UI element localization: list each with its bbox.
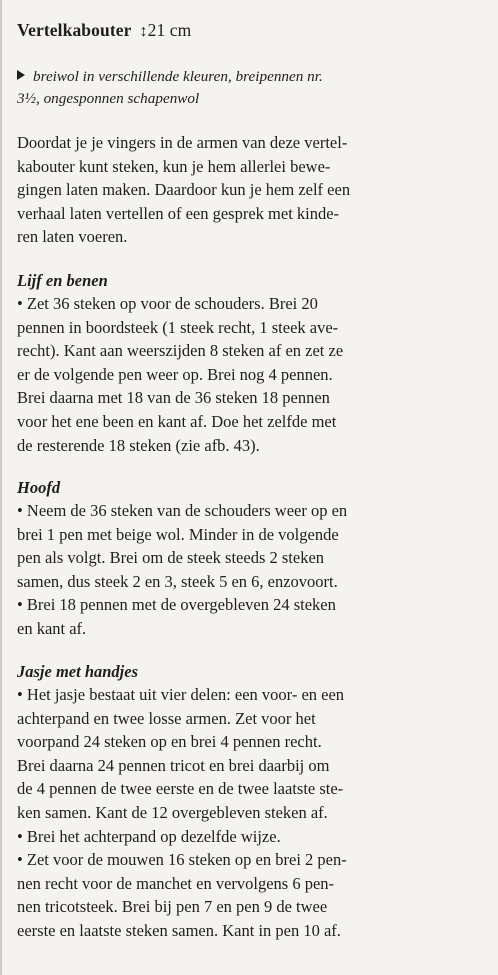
body-line: pennen in boordsteek (1 steek recht, 1 steek ave- bbox=[17, 317, 339, 337]
materials-line: breiwol in verschillende kleuren, breipennen nr. bbox=[33, 68, 323, 85]
body-line: de 4 pennen de twee eerste en de twee laatste ste- bbox=[17, 779, 344, 799]
title-size: 21 cm bbox=[147, 20, 192, 40]
body-line: eerste en laatste steken samen. Kant in pen 10 af. bbox=[17, 920, 341, 940]
body-line: • Zet voor de mouwen 16 steken op en brei 2 pen- bbox=[17, 850, 347, 870]
materials-line: 3½, ongesponnen schapenwol bbox=[17, 90, 200, 107]
section-body-hoofd bbox=[17, 499, 445, 641]
section-body-lijf-en-benen bbox=[17, 292, 445, 457]
body-line: voorpand 24 steken op en brei 4 pennen recht. bbox=[17, 732, 322, 752]
body-line: • Neem de 36 steken van de schouders weer op en bbox=[17, 501, 348, 520]
body-line: en kant af. bbox=[17, 618, 87, 638]
title-name: Vertelkabouter bbox=[17, 20, 132, 40]
intro-line: verhaal laten vertellen of een gesprek met kinde- bbox=[17, 203, 340, 223]
intro-line: kabouter kunt steken, kun je hem allerlei bewe- bbox=[17, 156, 331, 176]
height-arrow-icon: ↕ bbox=[139, 23, 148, 40]
body-line: recht). Kant aan weerszijden 8 steken af en zet ze bbox=[17, 341, 344, 361]
intro-line: Doordat je je vingers in de armen van deze vertel- bbox=[17, 133, 348, 152]
body-line: • Zet 36 steken op voor de schouders. Brei 20 bbox=[17, 294, 318, 313]
page-edge bbox=[0, 0, 2, 975]
body-line: • Brei het achterpand op dezelfde wijze. bbox=[17, 826, 281, 846]
body-line: ken samen. Kant de 12 overgebleven steken af. bbox=[17, 802, 328, 822]
body-line: nen recht voor de manchet en vervolgens 6 pen- bbox=[17, 873, 335, 893]
body-line: achterpand en twee losse armen. Zet voor het bbox=[17, 708, 316, 728]
triangle-bullet-icon bbox=[17, 70, 25, 80]
body-line: Brei daarna 24 pennen tricot en brei daarbij om bbox=[17, 755, 330, 775]
intro-paragraph bbox=[17, 131, 445, 249]
intro-line: ren laten voeren. bbox=[17, 227, 128, 247]
body-line: • Brei 18 pennen met de overgebleven 24 steken bbox=[17, 595, 336, 615]
body-line: voor het ene been en kant af. Doe het zelfde met bbox=[17, 411, 337, 431]
body-line: nen tricotsteek. Brei bij pen 7 en pen 9 de twee bbox=[17, 897, 328, 917]
section-heading-jasje-met-handjes: Jasje met handjes bbox=[17, 662, 139, 681]
body-line: er de volgende pen weer op. Brei nog 4 pennen. bbox=[17, 364, 333, 384]
intro-line: gingen laten maken. Daardoor kun je hem zelf een bbox=[17, 180, 351, 200]
section-body-jasje-met-handjes bbox=[17, 683, 445, 943]
body-line: Brei daarna met 18 van de 36 steken 18 pennen bbox=[17, 388, 330, 408]
body-line: samen, dus steek 2 en 3, steek 5 en 6, enzovoort. bbox=[17, 571, 338, 591]
body-line: de resterende 18 steken (zie afb. 43). bbox=[17, 435, 260, 455]
body-line: pen als volgt. Brei om de steek steeds 2 steken bbox=[17, 548, 325, 568]
page-title bbox=[17, 20, 191, 41]
section-heading-lijf-en-benen: Lijf en benen bbox=[17, 271, 108, 290]
body-line: brei 1 pen met beige wol. Minder in de volgende bbox=[17, 524, 339, 544]
body-line: • Het jasje bestaat uit vier delen: een voor- en een bbox=[17, 685, 345, 704]
materials-list bbox=[17, 66, 417, 110]
section-heading-hoofd: Hoofd bbox=[17, 478, 61, 497]
